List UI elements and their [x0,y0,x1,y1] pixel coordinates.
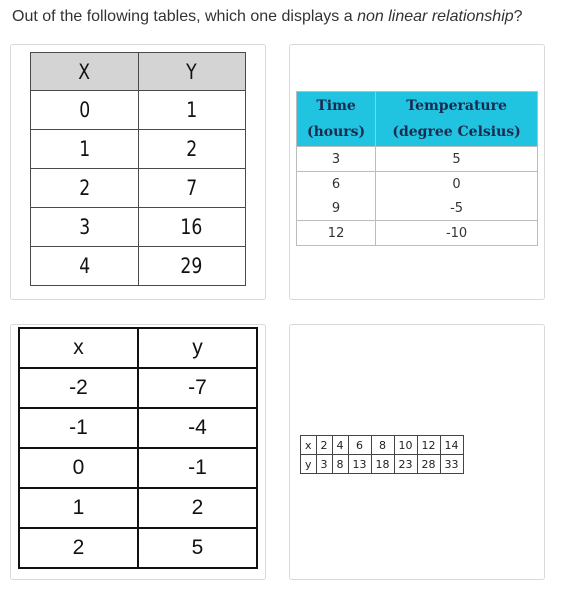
table-row: 2 7 [31,169,246,208]
table-a-header-y: Y [138,53,246,91]
table-row: -2 -7 [19,368,257,408]
table-c-header-y: y [138,328,257,368]
table-row: 12 -10 [297,221,538,246]
table-row: 1 2 [31,130,246,169]
table-row-y: y 3 8 13 18 23 28 33 [301,455,464,474]
table-row: 4 29 [31,247,246,286]
table-row: -1 -4 [19,408,257,448]
table-b [296,91,538,246]
table-a-header-x: X [31,53,139,91]
table-row-x: x 2 4 6 8 10 12 14 [301,436,464,455]
question-text: Out of the following tables, which one displays a non linear relationship? [12,8,523,25]
table-c-header-x: x [19,328,138,368]
table-d [300,435,464,474]
table-a [30,52,246,286]
table-d-label-x: x [301,436,317,455]
table-b-header-time: Time (hours) [297,92,376,147]
table-row: 9 -5 [297,196,538,221]
table-row: 3 5 [297,147,538,172]
answer-option-a[interactable] [10,44,266,300]
table-row: 6 0 [297,172,538,197]
table-b-header-temperature: Temperature (degree Celsius) [376,92,538,147]
table-row: 3 16 [31,208,246,247]
table-row: 0 -1 [19,448,257,488]
answer-option-d[interactable] [289,324,545,580]
table-row: 2 5 [19,528,257,568]
answer-option-c[interactable] [10,324,266,580]
table-d-label-y: y [301,455,317,474]
question-emphasis: non linear relationship [357,8,514,25]
table-c [18,327,258,569]
table-row: 0 1 [31,91,246,130]
table-row: 1 2 [19,488,257,528]
answer-option-b[interactable] [289,44,545,300]
